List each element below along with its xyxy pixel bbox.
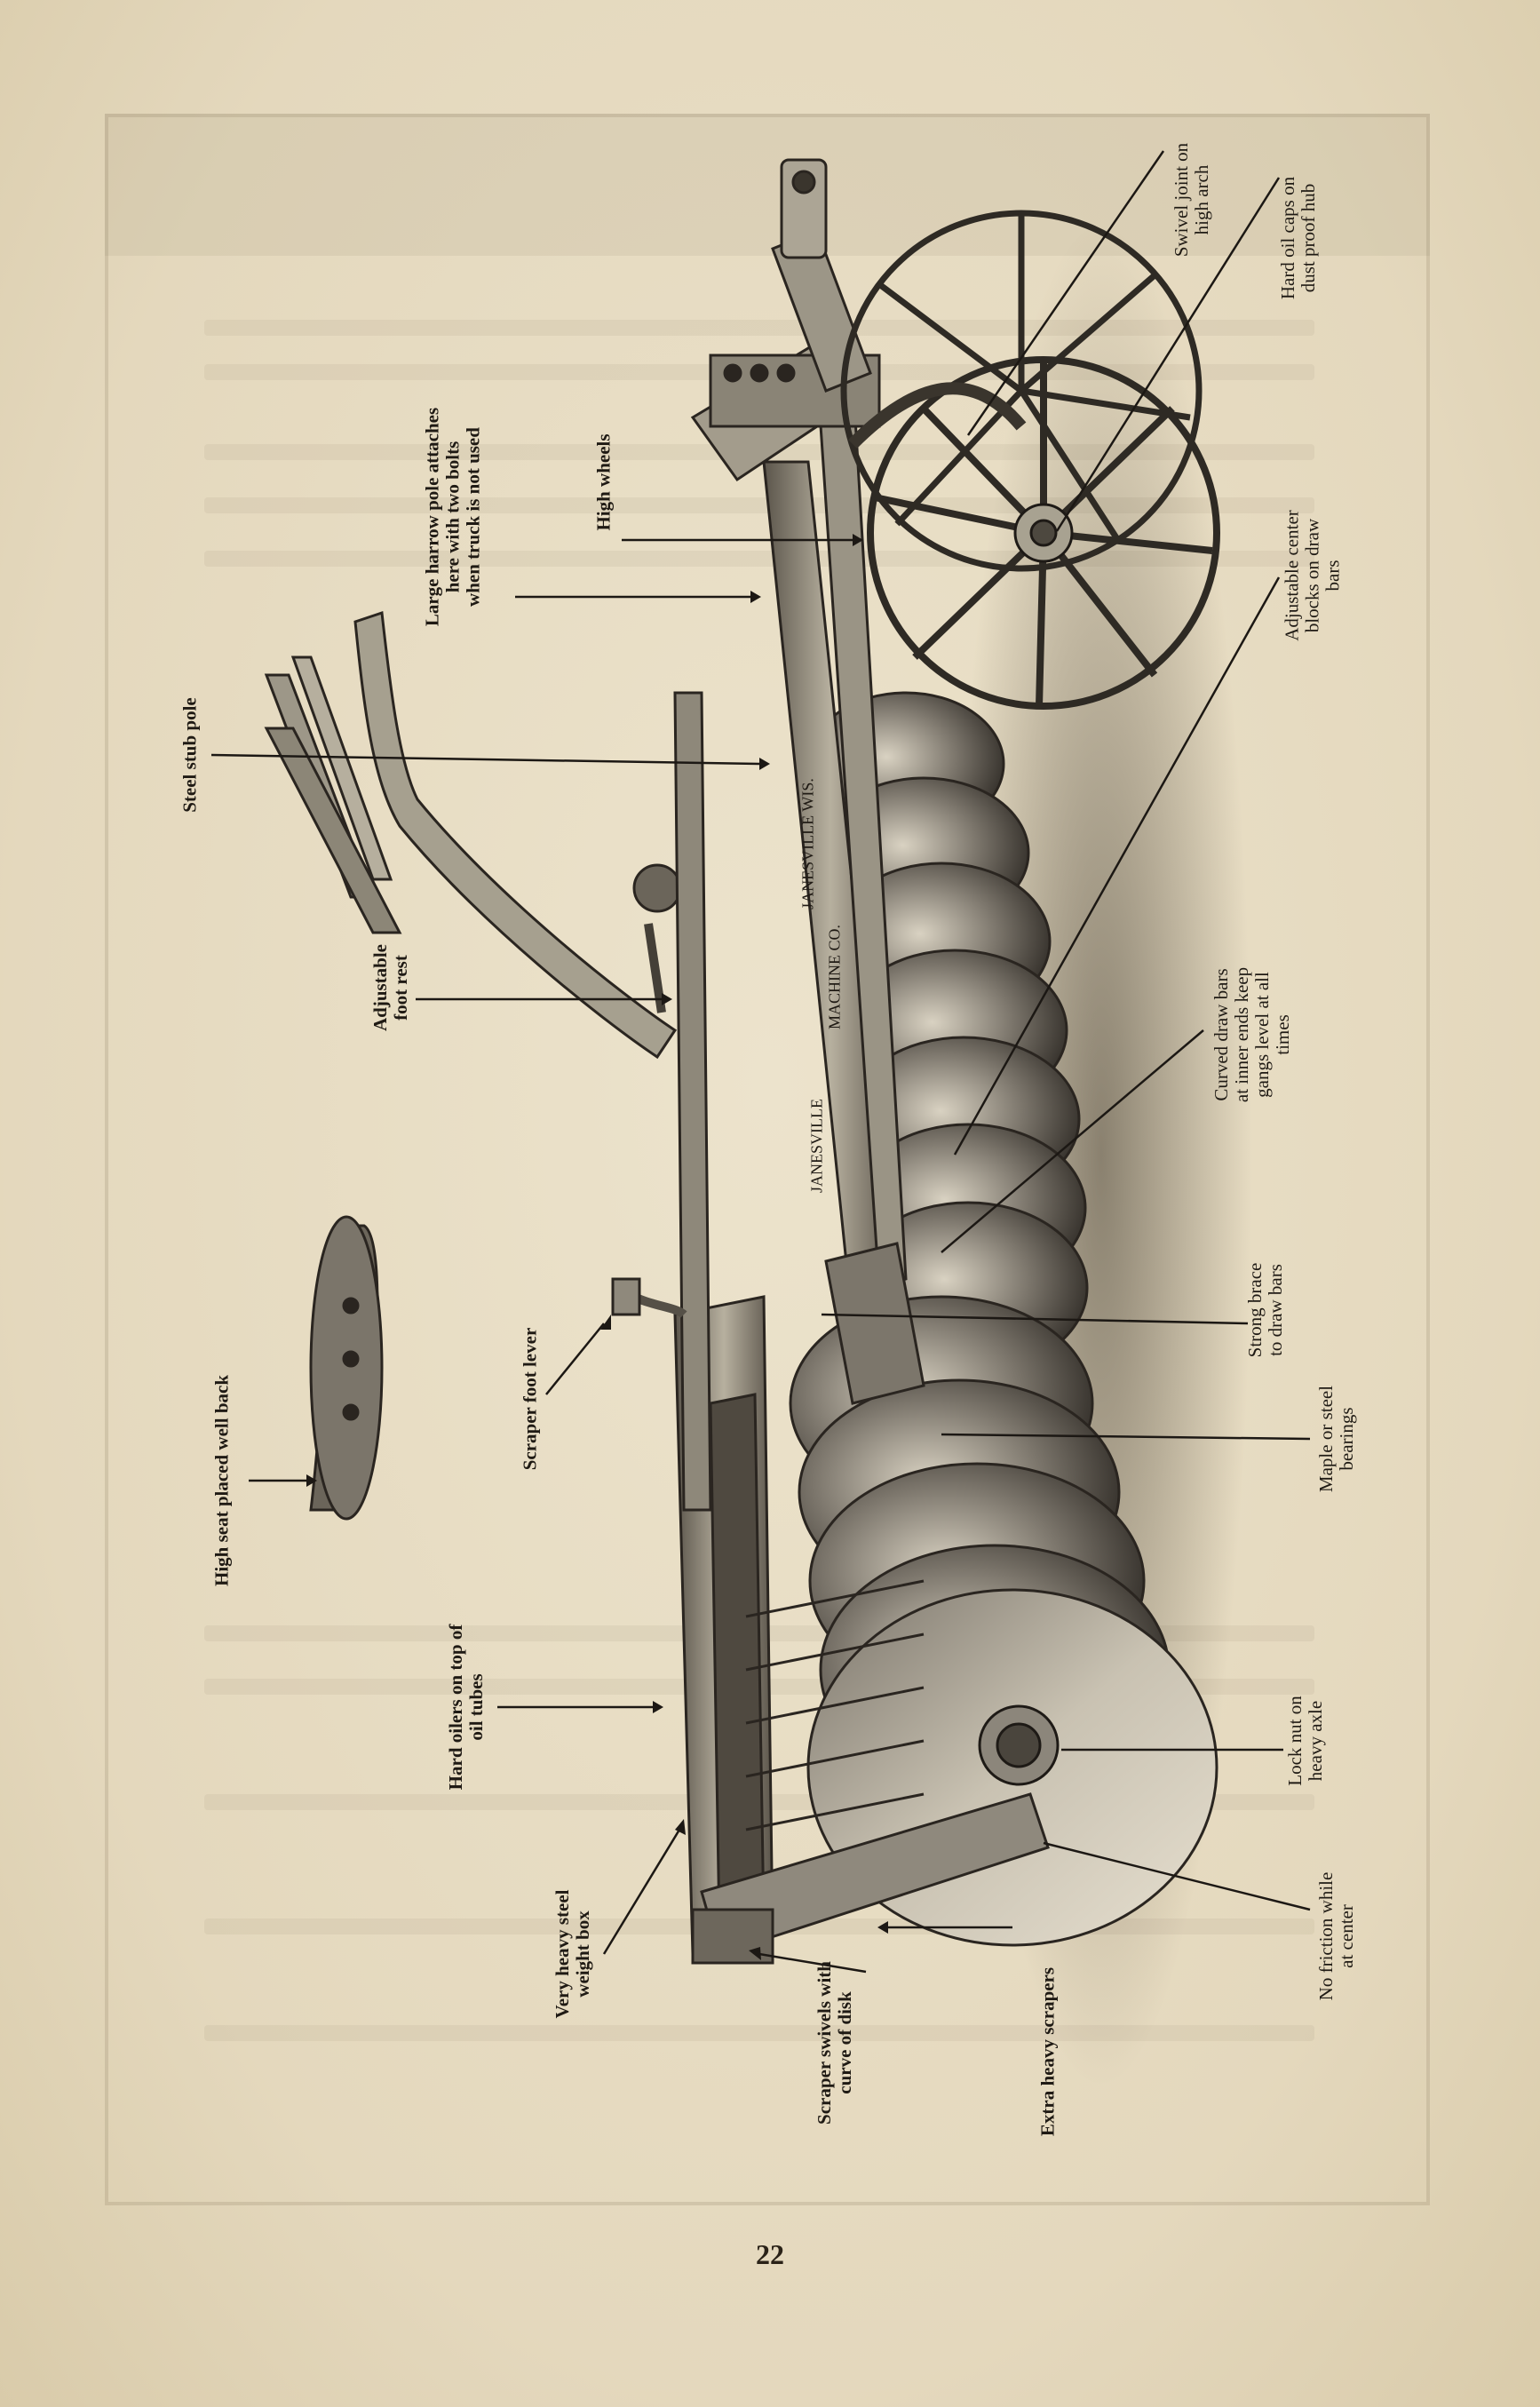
axle-lock-nut: [980, 1706, 1058, 1784]
catalog-page: High seat placed well back Hard oilers on top of oil tubes Very heavy steel weight box Scraper swivels with curve of disk Extra heavy scrapers Scraper foot lever Adjustable foot rest Steel stub pole Large harrow pole attaches here with two bolts when truck is not used High wheels Swivel joint on high arch Hard oil caps on dust proof hub Adjustable center blocks on draw bars Curved draw bars at inner ends keep gangs level at all times Strong brace to draw bars Maple or steel bearings Lock nut on heavy axle No friction while at center JANESVILLE MACHINE CO. JANESVILLE WIS. 22: [0, 0, 1540, 2407]
seat-assembly: [311, 613, 675, 1519]
levers: [266, 657, 680, 1013]
scraper-foot-lever-part: [613, 1279, 684, 1315]
page-number: 22: [756, 2238, 784, 2270]
wheel-hub: [1015, 504, 1072, 561]
